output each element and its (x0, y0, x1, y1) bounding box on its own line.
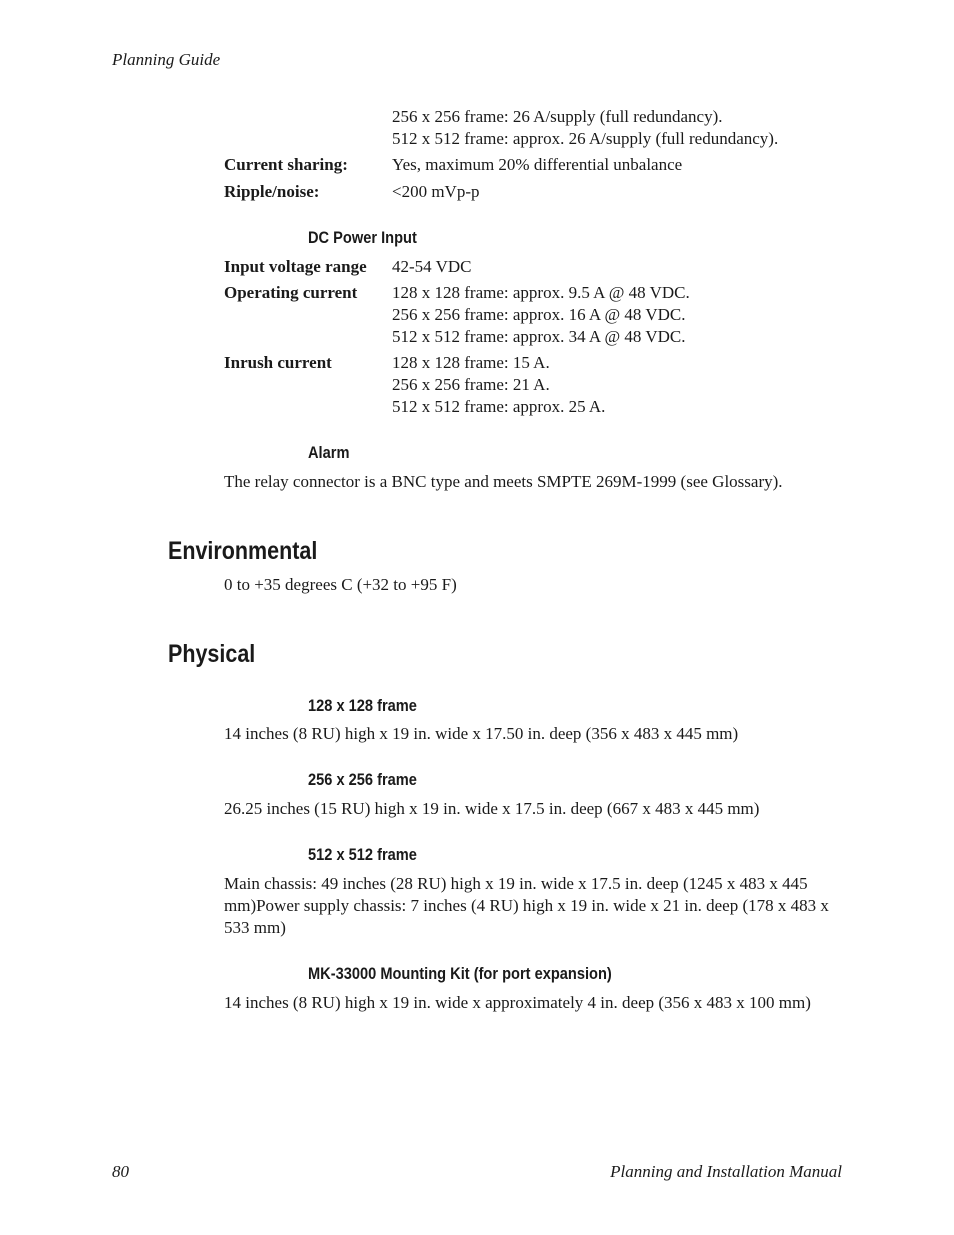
spec-value-line: 256 x 256 frame: approx. 16 A @ 48 VDC. (392, 305, 686, 324)
dc-power-input-heading: DC Power Input (308, 228, 417, 247)
spec-value: 42-54 VDC (392, 257, 472, 276)
spec-label: Ripple/noise: (224, 182, 320, 201)
spec-label: Inrush current (224, 353, 332, 372)
spec-label: Current sharing: (224, 155, 348, 174)
spec-value-line: 256 x 256 frame: 21 A. (392, 375, 550, 394)
spec-value-line: 512 x 512 frame: approx. 26 A/supply (full redundancy). (392, 129, 779, 148)
spec-value-line: 256 x 256 frame: 26 A/supply (full redundancy). (392, 107, 723, 126)
environmental-heading: Environmental (168, 537, 318, 565)
frame-512-text: Main chassis: 49 inches (28 RU) high x 19 in. wide x 17.5 in. deep (1245 x 483 x 445 mm)Power supply chassis: 7 inches (4 RU) high x 19 in. wide x 21 in. deep (178 x 483 x 533 mm) (224, 874, 829, 937)
running-header: Planning Guide (112, 50, 221, 69)
frame-128-text: 14 inches (8 RU) high x 19 in. wide x 17.50 in. deep (356 x 483 x 445 mm) (224, 724, 739, 743)
spec-value: <200 mVp-p (392, 182, 480, 201)
spec-value-list (392, 352, 605, 418)
spec-row-operating-current (224, 282, 844, 348)
running-footer-title: Planning and Installation Manual (610, 1162, 842, 1181)
frame-256-heading: 256 x 256 frame (308, 770, 417, 789)
spec-value-line: 512 x 512 frame: approx. 34 A @ 48 VDC. (392, 327, 686, 346)
spec-value-line: 128 x 128 frame: 15 A. (392, 353, 550, 372)
spec-label: Operating current (224, 283, 358, 302)
physical-heading: Physical (168, 640, 256, 668)
spec-row-inrush-current (224, 352, 844, 418)
spec-row-ripple-noise (224, 181, 844, 203)
frame-512-heading: 512 x 512 frame (308, 845, 417, 864)
spec-value-line: 128 x 128 frame: approx. 9.5 A @ 48 VDC. (392, 283, 690, 302)
alarm-text: The relay connector is a BNC type and meets SMPTE 269M-1999 (see Glossary). (224, 472, 783, 491)
spec-value: Yes, maximum 20% differential unbalance (392, 155, 683, 174)
frame-256-text: 26.25 inches (15 RU) high x 19 in. wide x 17.5 in. deep (667 x 483 x 445 mm) (224, 799, 760, 818)
spec-value-line: 512 x 512 frame: approx. 25 A. (392, 397, 606, 416)
spec-row-current-sharing (224, 154, 844, 176)
spec-row-input-voltage (224, 256, 844, 278)
environmental-text: 0 to +35 degrees C (+32 to +95 F) (224, 575, 457, 594)
mk-33000-heading: MK-33000 Mounting Kit (for port expansion) (308, 964, 612, 983)
alarm-heading: Alarm (308, 443, 350, 462)
page-number: 80 (112, 1162, 129, 1181)
spec-label: Input voltage range (224, 257, 367, 276)
power-supply-values (392, 106, 778, 150)
frame-128-heading: 128 x 128 frame (308, 696, 417, 715)
spec-value-list (392, 282, 690, 348)
mk-33000-text: 14 inches (8 RU) high x 19 in. wide x approximately 4 in. deep (356 x 483 x 100 mm) (224, 993, 811, 1012)
